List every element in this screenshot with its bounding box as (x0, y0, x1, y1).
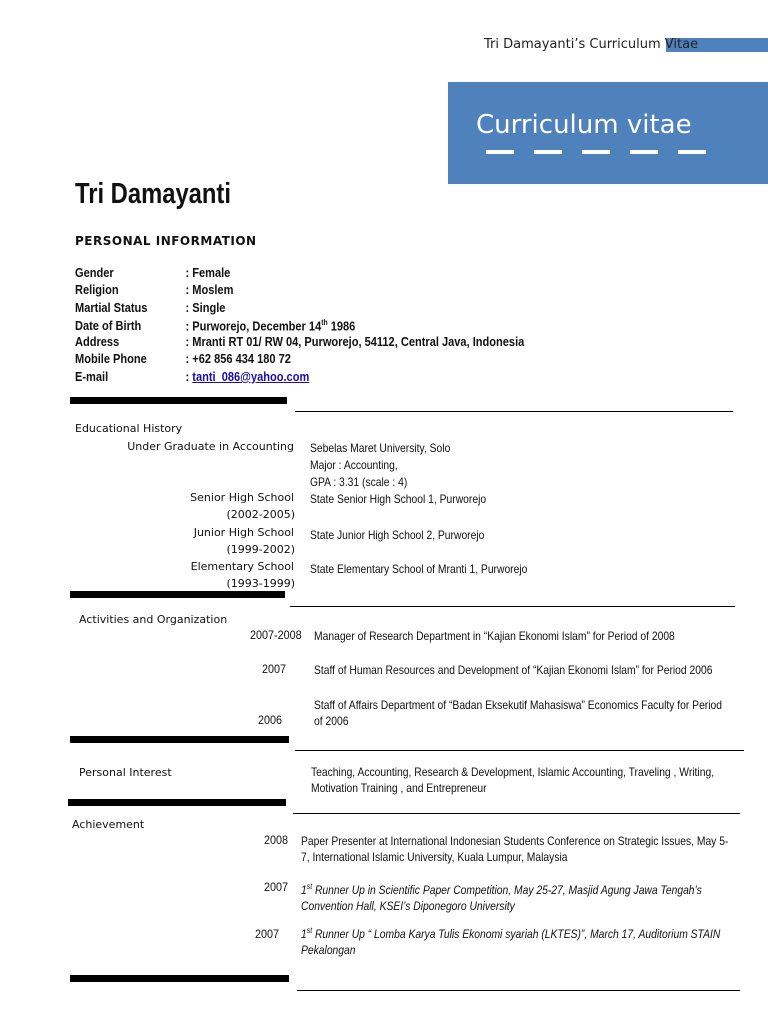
section-divider-thick (70, 591, 285, 598)
achievement-text (301, 879, 724, 914)
education-detail: State Elementary School of Mranti 1, Purworejo (310, 562, 528, 576)
running-title-highlight: Vitae (664, 37, 699, 52)
achievement-year: 2007 (264, 880, 289, 894)
education-level: Junior High School (193, 526, 294, 539)
achievement-description: Runner Up “ Lomba Karya Tulis Ekonomi syariah (LKTES)”, March 17, Auditorium STAIN Pekalongan (301, 927, 721, 957)
education-level: Under Graduate in Accounting (127, 440, 294, 453)
field-value: : Female (185, 265, 231, 280)
section-divider-thin (293, 813, 740, 814)
mobile-phone-row (75, 351, 291, 366)
achievement-text: Paper Presenter at International Indonesian Students Conference on Strategic Issues, May 5-7, International Islamic University, Kuala Lumpur, Malaysia (301, 834, 729, 864)
field-prefix: : (185, 369, 193, 384)
field-label: Mobile Phone (75, 351, 147, 366)
section-divider-thin (290, 606, 735, 607)
cv-banner (448, 82, 768, 184)
running-header (484, 37, 698, 52)
field-value: : Purworejo, December 14 (185, 318, 322, 334)
marital-status-row (75, 300, 225, 315)
interest-heading: Personal Interest (79, 766, 172, 779)
activity-year: 2007 (262, 662, 287, 676)
banner-dashes (486, 150, 706, 154)
personal-info-heading: PERSONAL INFORMATION (75, 234, 257, 248)
ordinal-number: 1 (301, 927, 307, 941)
ordinal-suffix: st (306, 882, 313, 891)
achievement-year: 2007 (255, 927, 280, 941)
gender-row (75, 265, 230, 280)
education-heading: Educational History (75, 422, 183, 435)
education-detail: State Senior High School 1, Purworejo (310, 492, 487, 506)
field-label: E-mail (75, 369, 109, 384)
activity-text: Staff of Affairs Department of “Badan Eksekutif Mahasiswa” Economics Faculty for Period of 2006 (314, 698, 723, 728)
field-value: : +62 856 434 180 72 (185, 351, 291, 366)
field-value: : Single (185, 300, 226, 315)
field-label: Address (75, 334, 120, 349)
section-divider-thin (297, 990, 740, 991)
achievement-description: Runner Up in Scientific Paper Competition, May 25-27, Masjid Agung Jawa Tengah’s Convention Hall, KSEI’s Diponegoro University (301, 883, 702, 913)
education-years: (1993-1999) (226, 577, 295, 590)
education-detail: GPA : 3.31 (scale : 4) (310, 475, 408, 489)
address-row (75, 334, 524, 349)
section-divider-thick (70, 397, 287, 404)
activity-text: Staff of Human Resources and Development of “Kajian Ekonomi Islam” for Period 2006 (314, 663, 713, 677)
field-label: Religion (75, 282, 119, 297)
education-detail: Major : Accounting, (310, 458, 398, 472)
ordinal-suffix: th (321, 318, 328, 327)
field-label: Martial Status (75, 300, 148, 315)
interest-text: Teaching, Accounting, Research & Development, Islamic Accounting, Traveling , Writing, Motivation Training , and Entrepreneur (311, 765, 715, 795)
ordinal-suffix: st (306, 926, 313, 935)
field-value: : Mranti RT 01/ RW 04, Purworejo, 54112, Central Java, Indonesia (185, 334, 525, 349)
section-divider-thin (295, 411, 733, 412)
section-divider-thick (68, 799, 286, 806)
date-of-birth-row (75, 318, 355, 333)
education-detail: Sebelas Maret University, Solo (310, 441, 451, 455)
field-label: Date of Birth (75, 318, 142, 334)
field-label: Gender (75, 265, 114, 280)
person-name: Tri Damayanti (75, 178, 231, 210)
email-link[interactable]: tanti_086@yahoo.com (192, 369, 310, 384)
achievement-year: 2008 (264, 833, 289, 847)
education-level: Senior High School (190, 491, 294, 504)
email-row (75, 369, 309, 384)
achievement-text (301, 923, 728, 958)
activity-year: 2006 (258, 713, 283, 727)
section-divider-thick (70, 736, 289, 743)
education-detail: State Junior High School 2, Purworejo (310, 528, 485, 542)
education-years: (2002-2005) (226, 508, 295, 521)
field-value: : Moslem (185, 282, 234, 297)
section-divider-thin (295, 750, 744, 751)
activities-heading: Activities and Organization (79, 613, 228, 626)
activity-year: 2007-2008 (250, 628, 302, 642)
running-title: Tri Damayanti’s Curriculum (484, 37, 665, 52)
banner-title: Curriculum vitae (476, 110, 692, 140)
education-level: Elementary School (190, 560, 294, 573)
education-years: (1999-2002) (226, 543, 295, 556)
section-divider-thick (70, 975, 289, 982)
activity-text: Manager of Research Department in “Kajian Ekonomi Islam” for Period of 2008 (314, 629, 675, 643)
achievement-heading: Achievement (72, 818, 145, 831)
religion-row (75, 282, 233, 297)
birth-year: 1986 (327, 318, 356, 334)
ordinal-number: 1 (301, 883, 307, 897)
